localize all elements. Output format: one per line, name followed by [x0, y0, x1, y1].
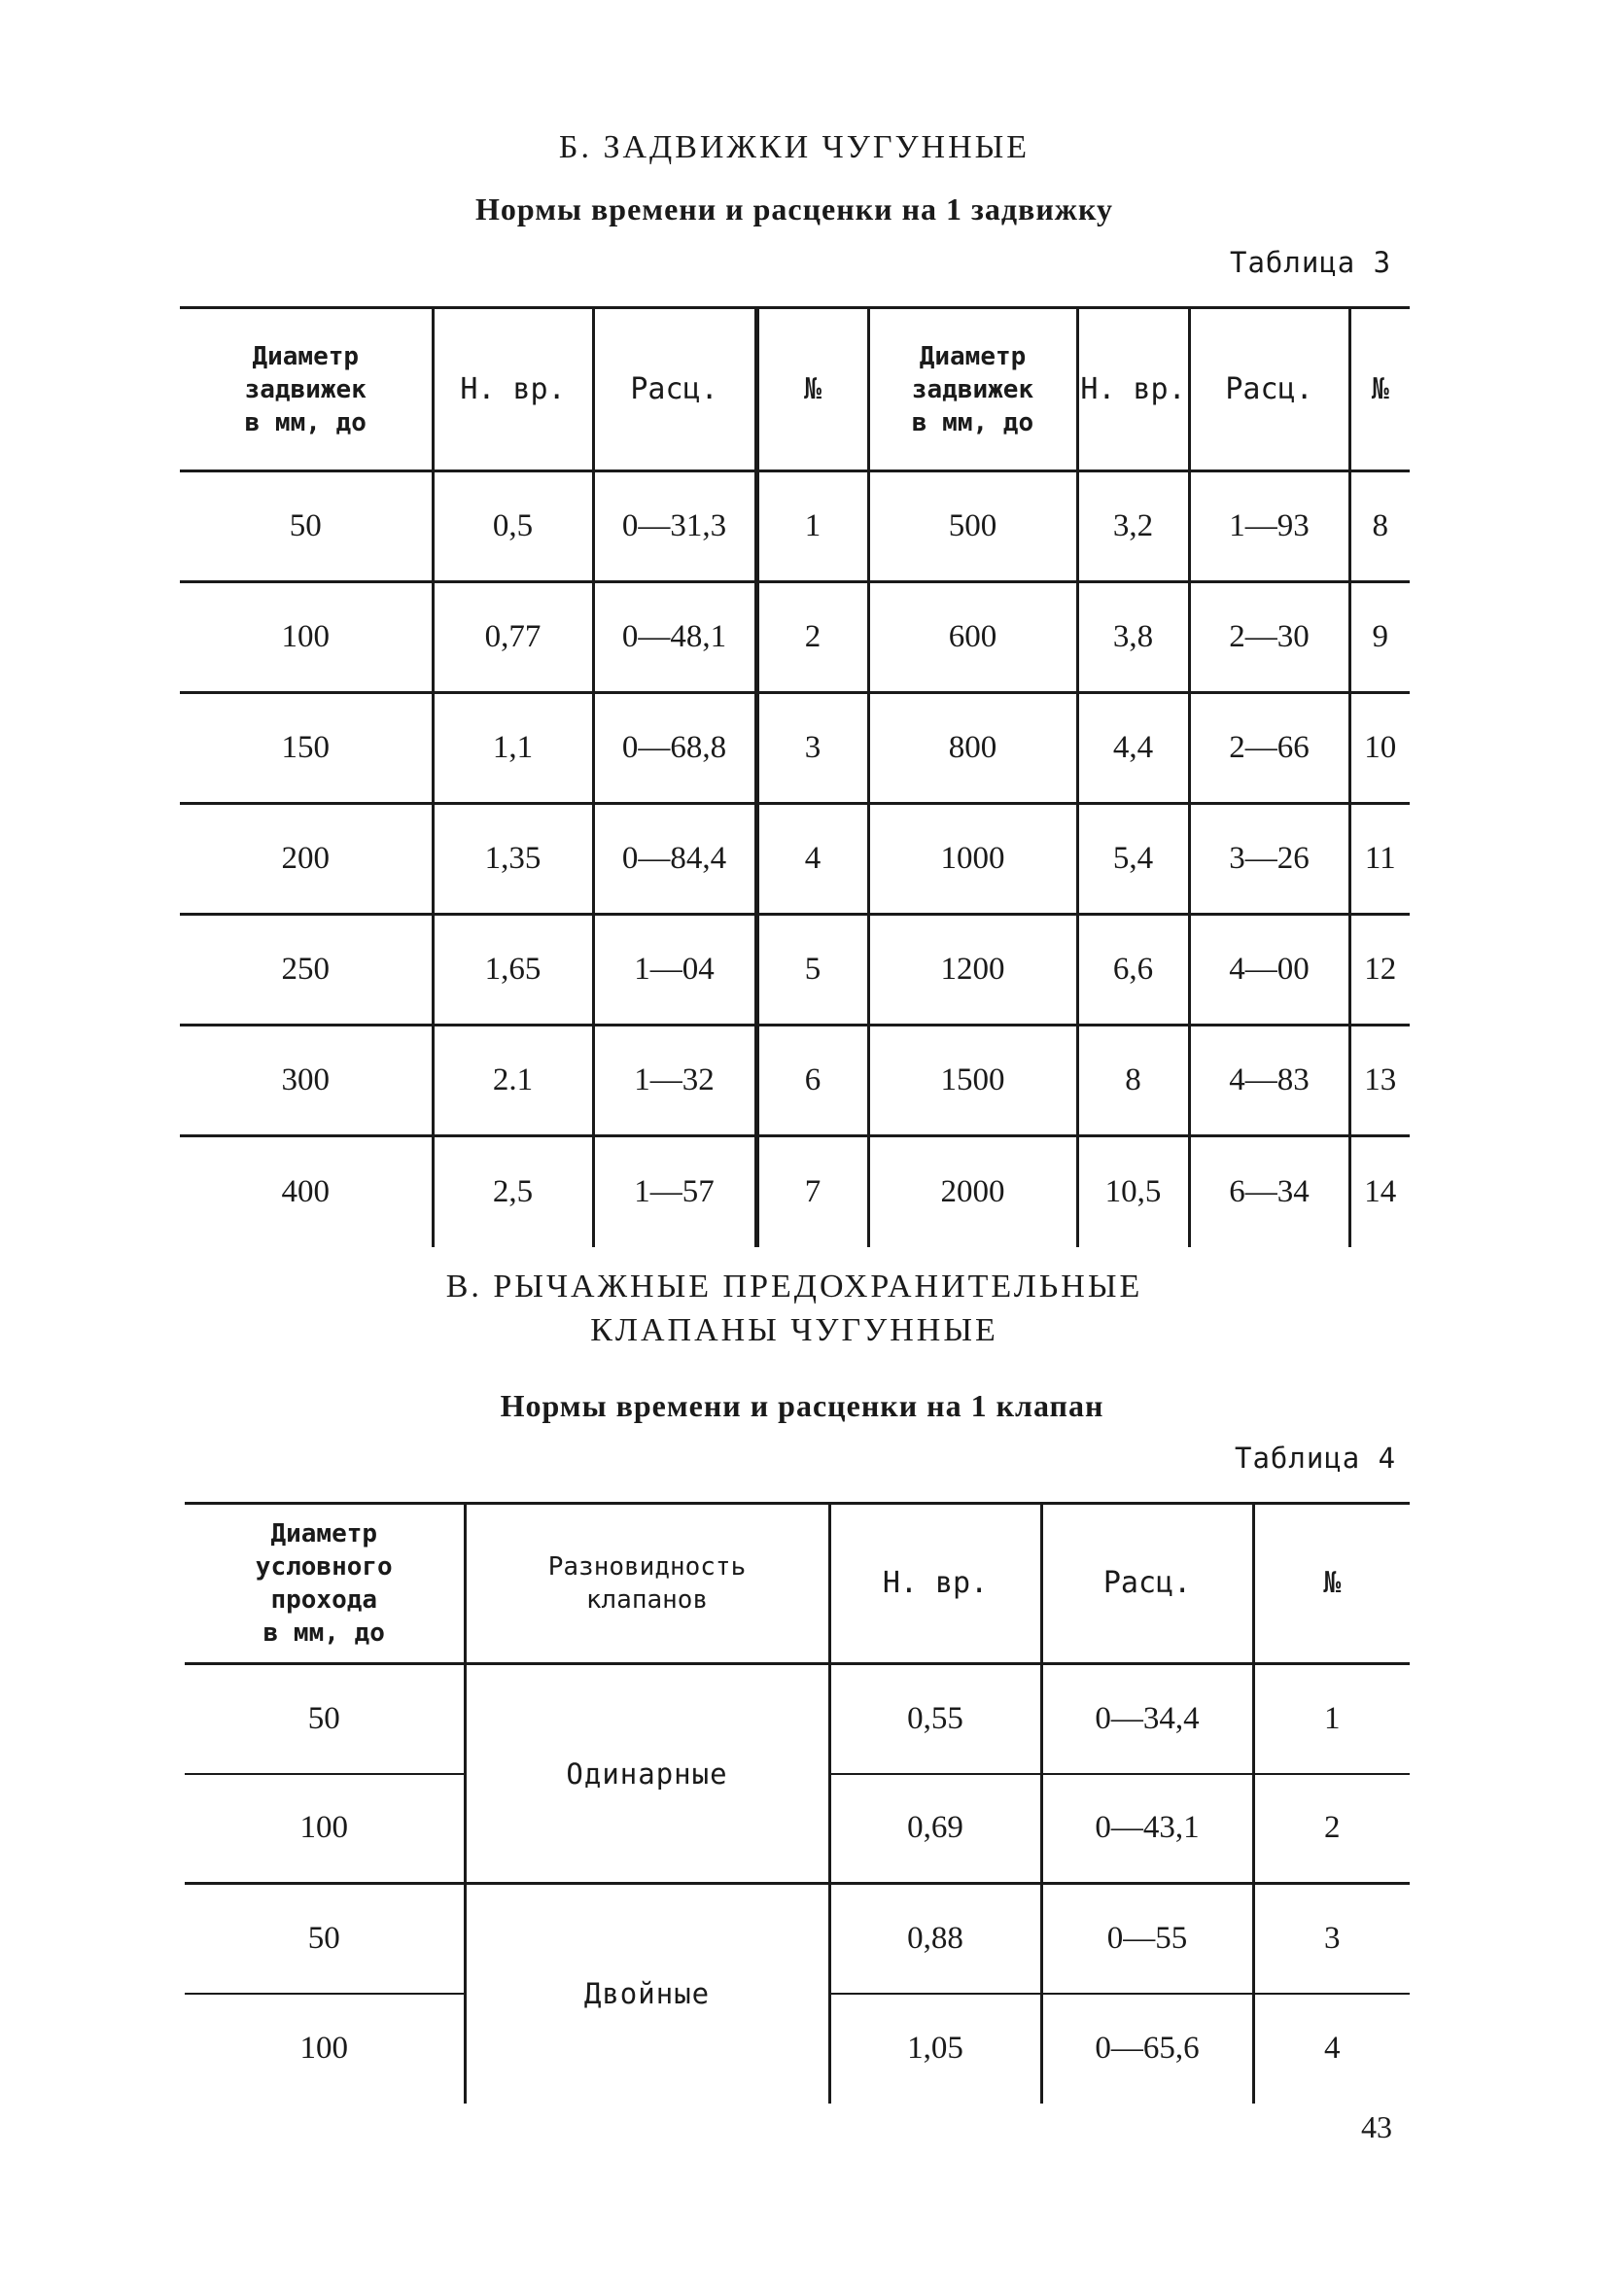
header-diameter-2: Диаметр задвижек в мм, до — [868, 308, 1077, 471]
table-row: 50 Двойные 0,88 0—55 3 — [185, 1884, 1410, 1994]
table-row: 250 1,65 1—04 5 1200 6,6 4—00 12 — [180, 915, 1410, 1026]
group-type-label: Двойные — [465, 1884, 829, 2104]
header-norm-2: Н. вр. — [1077, 308, 1189, 471]
header-type: Разновидность клапанов — [465, 1504, 829, 1664]
header-diameter: Диаметр задвижек в мм, до — [244, 341, 367, 437]
header-num: № — [756, 308, 868, 471]
header-num-2: № — [1349, 308, 1410, 471]
table-row: 200 1,35 0—84,4 4 1000 5,4 3—26 11 — [180, 804, 1410, 915]
header-num: № — [1253, 1504, 1410, 1664]
page-number: 43 — [1361, 2109, 1392, 2144]
table-3-label: Таблица 3 — [1230, 246, 1392, 279]
table-row: 100 1,05 0—65,6 4 — [185, 1994, 1410, 2104]
table-row: 50 0,5 0—31,3 1 500 3,2 1—93 8 — [180, 471, 1410, 582]
table-row: 400 2,5 1—57 7 2000 10,5 6—34 14 — [180, 1136, 1410, 1247]
table-row: 100 0,69 0—43,1 2 — [185, 1774, 1410, 1884]
header-rate: Расц. — [1041, 1504, 1253, 1664]
table-4-label: Таблица 4 — [1235, 1442, 1397, 1475]
group-type-label: Одинарные — [465, 1664, 829, 1884]
section-b-subtitle: Нормы времени и расценки на 1 задвижку — [475, 191, 1113, 226]
table-row: 150 1,1 0—68,8 3 800 4,4 2—66 10 — [180, 693, 1410, 804]
header-diameter: Диаметр условного прохода в мм, до — [255, 1519, 393, 1648]
section-b-title: Б. ЗАДВИЖКИ ЧУГУННЫЕ — [558, 129, 1031, 165]
table-row: 50 Одинарные 0,55 0—34,4 1 — [185, 1664, 1410, 1774]
header-rate: Расц. — [593, 308, 756, 471]
header-rate-2: Расц. — [1189, 308, 1349, 471]
header-norm: Н. вр. — [829, 1504, 1041, 1664]
table-3 — [180, 306, 1410, 1247]
section-v-title-line2: КЛАПАНЫ ЧУГУННЫЕ — [590, 1312, 998, 1348]
section-v-subtitle: Нормы времени и расценки на 1 клапан — [500, 1388, 1104, 1423]
section-v-title-line1: В. РЫЧАЖНЫЕ ПРЕДОХРАНИТЕЛЬНЫЕ — [445, 1269, 1143, 1305]
header-norm: Н. вр. — [433, 308, 593, 471]
table-4 — [185, 1502, 1410, 2104]
table-row: 300 2.1 1—32 6 1500 8 4—83 13 — [180, 1026, 1410, 1136]
table-row: 100 0,77 0—48,1 2 600 3,8 2—30 9 — [180, 582, 1410, 693]
